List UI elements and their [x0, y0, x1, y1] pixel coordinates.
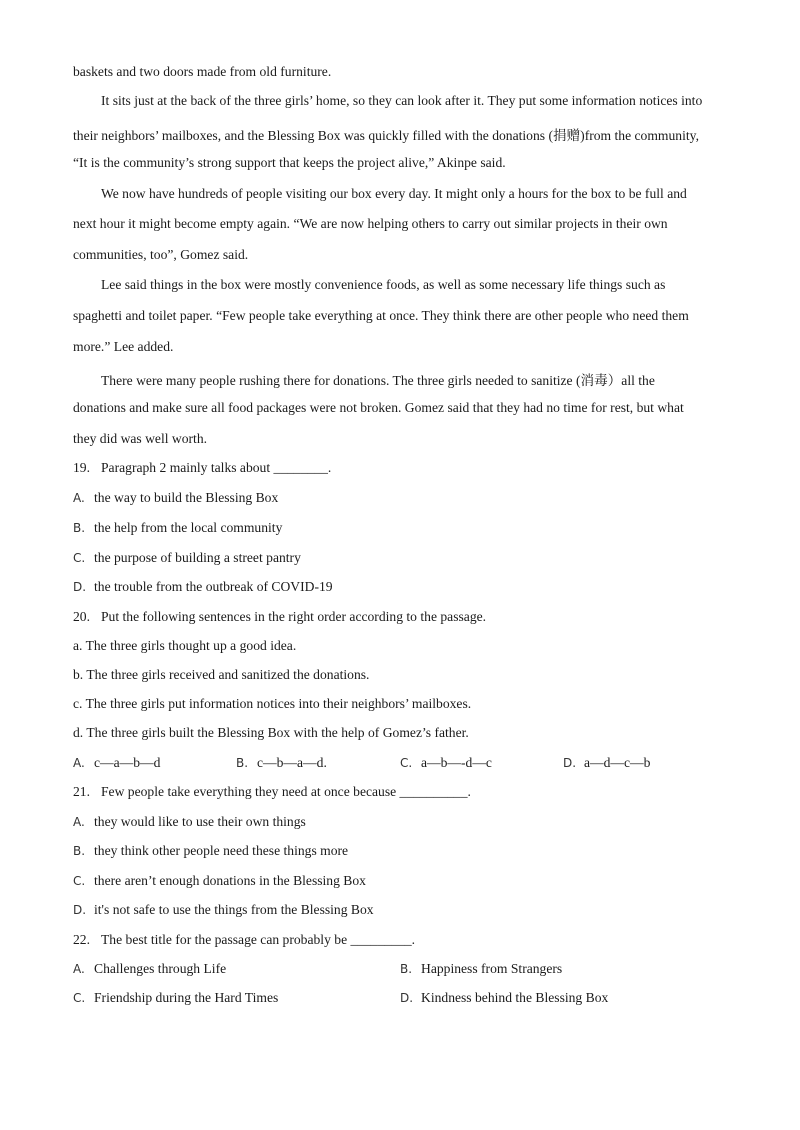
passage-line: There were many people rushing there for donations. The three girls needed to sanitize (消毒）all the	[101, 373, 655, 388]
option-letter: C.	[73, 874, 86, 888]
option-text: Challenges through Life	[94, 961, 227, 976]
question-number: 21.	[73, 784, 90, 799]
q22-option-d[interactable]	[400, 990, 608, 1006]
option-letter: A.	[73, 815, 85, 829]
option-letter: C.	[400, 756, 413, 770]
option-text: they would like to use their own things	[94, 814, 306, 829]
q19-option-c[interactable]	[73, 550, 301, 566]
question-22-stem	[73, 932, 415, 948]
option-letter: A.	[73, 491, 85, 505]
option-text: c—a—b—d	[94, 755, 161, 770]
option-text: a—d—c—b	[584, 755, 651, 770]
q19-option-d[interactable]	[73, 579, 333, 595]
option-text: the trouble from the outbreak of COVID-19	[94, 579, 333, 594]
q20-sentence-a: a. The three girls thought up a good idea.	[73, 638, 297, 653]
question-number: 19.	[73, 460, 90, 475]
question-number: 20.	[73, 609, 90, 624]
question-text: Few people take everything they need at once because __________.	[101, 784, 471, 799]
q20-option-d[interactable]	[563, 755, 650, 771]
q20-sentence-c: c. The three girls put information notices into their neighbors’ mailboxes.	[73, 696, 472, 711]
passage-line: their neighbors’ mailboxes, and the Blessing Box was quickly filled with the donations (捐赠)from the community,	[73, 128, 699, 143]
option-letter: B.	[236, 756, 249, 770]
option-letter: B.	[73, 844, 86, 858]
question-text: The best title for the passage can probably be _________.	[101, 932, 416, 947]
option-letter: D.	[563, 756, 577, 770]
q20-option-b[interactable]	[236, 755, 327, 771]
passage-line: communities, too”, Gomez said.	[73, 247, 249, 262]
passage-line: “It is the community’s strong support that keeps the project alive,” Akinpe said.	[73, 155, 506, 170]
question-text: Put the following sentences in the right order according to the passage.	[101, 609, 487, 624]
option-text: c—b—a—d.	[257, 755, 327, 770]
passage-line: spaghetti and toilet paper. “Few people take everything at once. They think there are other people who need them	[73, 308, 689, 323]
q21-option-c[interactable]	[73, 873, 366, 889]
question-text: Paragraph 2 mainly talks about ________.	[101, 460, 332, 475]
question-20-stem	[73, 609, 486, 625]
question-21-stem	[73, 784, 471, 800]
passage-line: more.” Lee added.	[73, 339, 174, 354]
q20-sentence-d: d. The three girls built the Blessing Box with the help of Gomez’s father.	[73, 725, 469, 740]
option-text: the help from the local community	[94, 520, 283, 535]
q19-option-b[interactable]	[73, 520, 282, 536]
option-letter: D.	[73, 580, 87, 594]
passage-line: It sits just at the back of the three girls’ home, so they can look after it. They put some information notices into	[101, 93, 703, 108]
option-text: it's not safe to use the things from the Blessing Box	[94, 902, 374, 917]
q20-option-a[interactable]	[73, 755, 160, 771]
passage-line: baskets and two doors made from old furniture.	[73, 64, 332, 79]
option-letter: B.	[400, 962, 413, 976]
q19-option-a[interactable]	[73, 490, 278, 506]
passage-line: We now have hundreds of people visiting our box every day. It might only a hours for the box to be full and	[101, 186, 687, 201]
option-letter: B.	[73, 521, 86, 535]
option-letter: A.	[73, 962, 85, 976]
question-number: 22.	[73, 932, 90, 947]
q21-option-a[interactable]	[73, 814, 306, 830]
option-text: the way to build the Blessing Box	[94, 490, 279, 505]
q21-option-d[interactable]	[73, 902, 374, 918]
option-letter: C.	[73, 551, 86, 565]
option-letter: A.	[73, 756, 85, 770]
passage-line: they did was well worth.	[73, 431, 208, 446]
passage-line: donations and make sure all food packages were not broken. Gomez said that they had no time for rest, but what	[73, 400, 684, 415]
option-letter: D.	[400, 991, 414, 1005]
q22-option-a[interactable]	[73, 961, 226, 977]
passage-line: next hour it might become empty again. “We are now helping others to carry out similar projects in their own	[73, 216, 668, 231]
option-letter: C.	[73, 991, 86, 1005]
passage-line: Lee said things in the box were mostly convenience foods, as well as some necessary life things such as	[101, 277, 666, 292]
q21-option-b[interactable]	[73, 843, 348, 859]
option-letter: D.	[73, 903, 87, 917]
option-text: they think other people need these things more	[94, 843, 349, 858]
option-text: a—b—-d—c	[421, 755, 492, 770]
option-text: Friendship during the Hard Times	[94, 990, 279, 1005]
option-text: the purpose of building a street pantry	[94, 550, 301, 565]
q20-sentence-b: b. The three girls received and sanitized the donations.	[73, 667, 370, 682]
option-text: Happiness from Strangers	[421, 961, 563, 976]
q22-option-b[interactable]	[400, 961, 562, 977]
q22-option-c[interactable]	[73, 990, 278, 1006]
option-text: Kindness behind the Blessing Box	[421, 990, 609, 1005]
option-text: there aren’t enough donations in the Blessing Box	[94, 873, 366, 888]
question-19-stem	[73, 460, 331, 476]
q20-option-c[interactable]	[400, 755, 492, 771]
